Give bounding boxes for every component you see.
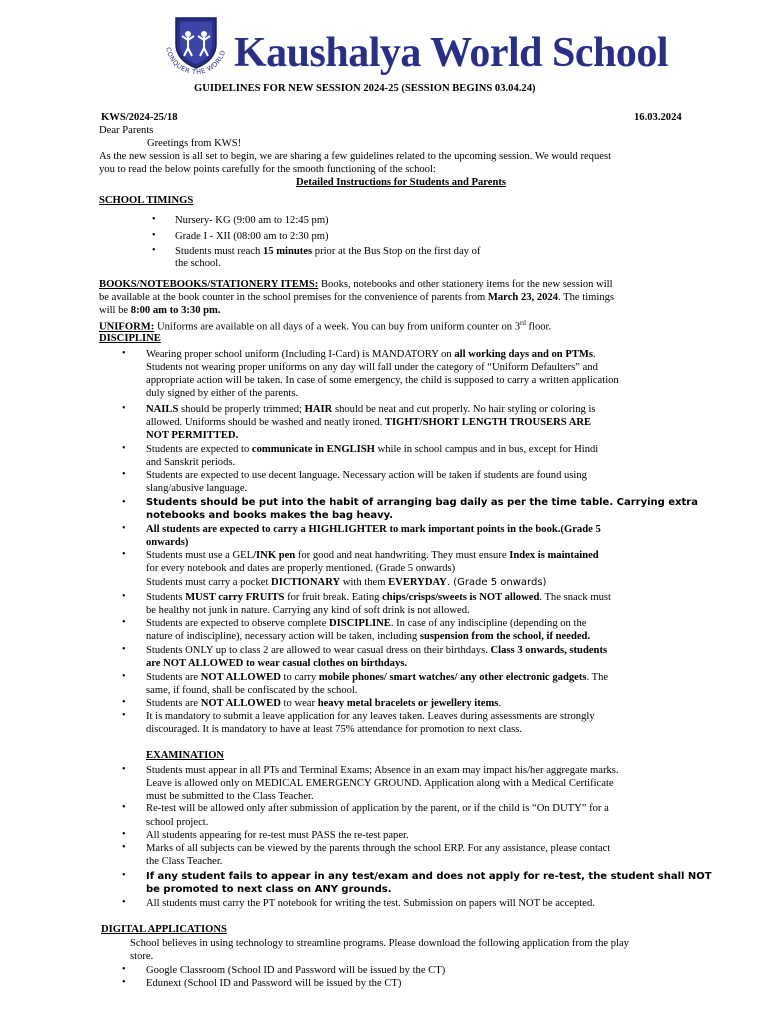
reference-number: KWS/2024-25/18 — [101, 112, 178, 123]
examination-heading: EXAMINATION — [146, 750, 225, 761]
bullet-icon: • — [122, 403, 126, 414]
list-item: Students ONLY up to class 2 are allowed to wear casual dress on their birthdays. Class 3 onwards, students — [146, 645, 608, 656]
list-item: Re-test will be allowed only after submission of application by the parent, or if the child is “On DUTY” for a — [146, 803, 609, 814]
bullet-icon: • — [122, 644, 126, 655]
bullet-icon: • — [152, 245, 156, 256]
list-item: All students are expected to carry a HIGHLIGHTER to mark important points in the book.(Grade 5 — [146, 524, 601, 535]
bullet-icon: • — [122, 829, 126, 840]
list-item-continuation: allowed. Uniforms should be washed and neatly ironed. TIGHT/SHORT LENGTH TROUSERS ARE — [146, 417, 592, 428]
logo-motto: CONQUER THE WORLD — [164, 46, 228, 77]
list-item: Nursery- KG (9:00 am to 12:45 pm) — [175, 215, 329, 226]
list-item: Students should be put into the habit of arranging bag daily as per the time table. Carrying extra — [146, 497, 698, 508]
bullet-icon: • — [122, 964, 126, 975]
bullet-icon: • — [122, 897, 126, 908]
list-item-continuation: NOT PERMITTED. — [146, 430, 239, 441]
bullet-icon: • — [122, 764, 126, 775]
list-item-continuation: the school. — [175, 258, 221, 269]
list-item: Grade I - XII (08:00 am to 2:30 pm) — [175, 231, 329, 242]
bullet-icon: • — [122, 523, 126, 534]
bullet-icon: • — [122, 443, 126, 454]
bullet-icon: • — [152, 214, 156, 225]
school-name: Kaushalya World School — [234, 30, 669, 76]
list-item-continuation: onwards) — [146, 537, 189, 548]
list-item: Students must appear in all PTs and Terminal Exams; Absence in an exam may impact his/her aggregate marks. — [146, 765, 619, 776]
list-item-continuation: school project. — [146, 817, 209, 828]
list-item: Students must reach 15 minutes prior at the Bus Stop on the first day of — [175, 246, 481, 257]
list-item: Edunext (School ID and Password will be issued by the CT) — [146, 978, 402, 989]
digital-intro: School believes in using technology to streamline programs. Please download the following application from the play — [130, 938, 629, 949]
bullet-icon: • — [122, 549, 126, 560]
list-item: Students are NOT ALLOWED to carry mobile phones/ smart watches/ any other electronic gadgets. The — [146, 672, 609, 683]
list-item: All students appearing for re-test must PASS the re-test paper. — [146, 830, 409, 841]
bullet-icon: • — [122, 977, 126, 988]
list-item-continuation: duly signed by either of the parents. — [146, 388, 299, 399]
bullet-icon: • — [122, 617, 126, 628]
discipline-heading: DISCIPLINE — [99, 333, 161, 344]
school-logo — [158, 14, 234, 84]
list-item: Students must use a GEL/INK pen for good and neat handwriting. They must ensure Index is maintained — [146, 550, 599, 561]
list-item-continuation: slang/abusive language. — [146, 483, 248, 494]
bullet-icon: • — [122, 697, 126, 708]
list-item-continuation: be promoted to next class on ANY grounds. — [146, 884, 392, 895]
list-item: Google Classroom (School ID and Password will be issued by the CT) — [146, 965, 446, 976]
list-item: Students are expected to observe complete DISCIPLINE. In case of any indiscipline (depending on the — [146, 618, 587, 629]
list-item-continuation: notebooks and books makes the bag heavy. — [146, 510, 394, 521]
list-item-continuation: Leave is allowed only on MEDICAL EMERGENCY GROUND. Application along with a Medical Certificate — [146, 778, 614, 789]
list-item: It is mandatory to submit a leave application for any leaves taken. Leaves during assessments are strongly — [146, 711, 595, 722]
list-item-continuation: Students must carry a pocket DICTIONARY with them EVERYDAY. (Grade 5 onwards) — [146, 577, 547, 588]
list-item-continuation: be healthy not junk in nature. Carrying any kind of soft drink is not allowed. — [146, 605, 470, 616]
uniform-paragraph: UNIFORM: Uniforms are available on all days of a week. You can buy from uniform counter on 3rd floor. — [99, 319, 552, 333]
bullet-icon: • — [122, 870, 126, 881]
list-item: Marks of all subjects can be viewed by the parents through the school ERP. For any assistance, please contact — [146, 843, 611, 854]
digital-applications-heading: DIGITAL APPLICATIONS — [101, 924, 227, 935]
list-item-continuation: nature of indiscipline), necessary action will be taken, including suspension from the school, if needed. — [146, 631, 591, 642]
bullet-icon: • — [122, 802, 126, 813]
list-item: Students MUST carry FRUITS for fruit break. Eating chips/crisps/sweets is NOT allowed. The snack must — [146, 592, 611, 603]
bullet-icon: • — [122, 710, 126, 721]
bullet-icon: • — [122, 469, 126, 480]
digital-intro: store. — [130, 951, 154, 962]
list-item-continuation: are NOT ALLOWED to wear casual clothes on birthdays. — [146, 658, 408, 669]
books-paragraph: be available at the book counter in the school premises for the convenience of parents from March 23, 2024. The timings — [99, 292, 615, 303]
school-timings-heading: SCHOOL TIMINGS — [99, 195, 194, 206]
list-item: NAILS should be properly trimmed; HAIR should be neat and cut properly. No hair styling or coloring is — [146, 404, 596, 415]
instructions-subheading: Detailed Instructions for Students and Parents — [296, 177, 507, 188]
list-item-continuation: Students not wearing proper uniforms on any day will fall under the category of “Uniform Defaulters” and — [146, 362, 598, 373]
bullet-icon: • — [122, 591, 126, 602]
books-paragraph: BOOKS/NOTEBOOKS/STATIONERY ITEMS: Books, notebooks and other stationery items for the new session will — [99, 279, 613, 290]
intro-line: As the new session is all set to begin, we are sharing a few guidelines related to the upcoming session. We would request — [99, 151, 612, 162]
bullet-icon: • — [122, 671, 126, 682]
page-title: GUIDELINES FOR NEW SESSION 2024-25 (SESSION BEGINS 03.04.24) — [194, 83, 536, 94]
bullet-icon: • — [122, 842, 126, 853]
greeting: Greetings from KWS! — [147, 138, 242, 149]
list-item: Students are expected to communicate in ENGLISH while in school campus and in bus, except for Hindi — [146, 444, 599, 455]
bullet-icon: • — [122, 497, 126, 508]
list-item-continuation: for every notebook and dates are properly mentioned. (Grade 5 onwards) — [146, 563, 456, 574]
bullet-icon: • — [122, 348, 126, 359]
list-item: If any student fails to appear in any test/exam and does not apply for re-test, the student shall NOT — [146, 871, 712, 882]
list-item: All students must carry the PT notebook for writing the test. Submission on papers will NOT be accepted. — [146, 898, 595, 909]
salutation: Dear Parents — [99, 125, 154, 136]
intro-line: you to read the below points carefully for the smooth functioning of the school: — [99, 164, 436, 175]
list-item: Students are expected to use decent language. Necessary action will be taken if students are found using — [146, 470, 587, 481]
books-paragraph: will be 8:00 am to 3:30 pm. — [99, 305, 221, 316]
list-item-continuation: discouraged. It is mandatory to have at least 75% attendance for promotion to next class. — [146, 724, 522, 735]
list-item: Wearing proper school uniform (Including I-Card) is MANDATORY on all working days and on PTMs. — [146, 349, 596, 360]
list-item-continuation: the Class Teacher. — [146, 856, 223, 867]
list-item-continuation: must be submitted to the Class Teacher. — [146, 791, 314, 802]
shield-emblem-icon — [158, 14, 234, 84]
letter-date: 16.03.2024 — [634, 112, 682, 123]
bullet-icon: • — [152, 230, 156, 241]
list-item-continuation: same, if found, shall be confiscated by the school. — [146, 685, 358, 696]
list-item: Students are NOT ALLOWED to wear heavy metal bracelets or jewellery items. — [146, 698, 502, 709]
list-item-continuation: and Sanskrit periods. — [146, 457, 236, 468]
list-item-continuation: appropriate action will be taken. In case of some emergency, the child is supposed to carry a written application — [146, 375, 619, 386]
